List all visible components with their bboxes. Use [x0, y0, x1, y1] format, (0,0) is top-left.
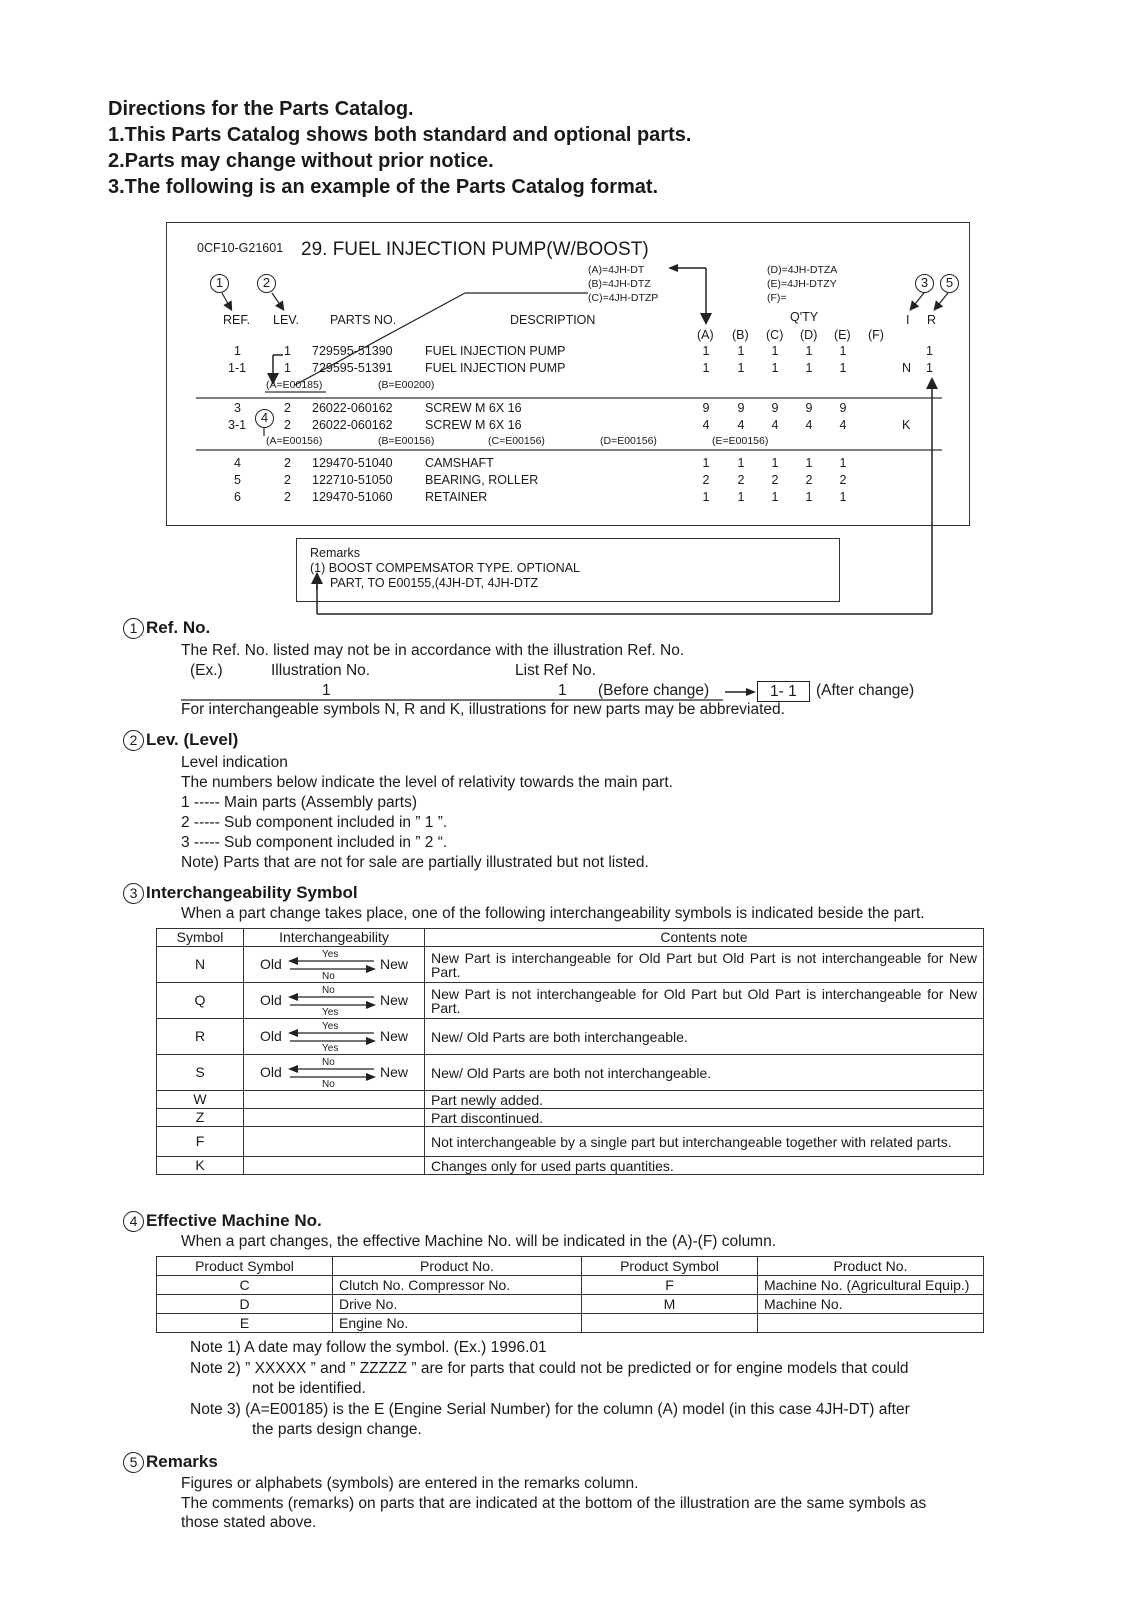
- row-qty: 1: [839, 456, 847, 470]
- row-qty: 4: [771, 418, 779, 432]
- serial-d-2: (D=E00156): [600, 435, 657, 447]
- intro-item-3: 3.The following is an example of the Parts Catalog format.: [108, 176, 659, 198]
- sec4-note: Note 2) ” XXXXX ” and ” ZZZZZ ” are for parts that could not be predicted or for engine models that could: [190, 1359, 909, 1377]
- row-parts-no: 26022-060162: [312, 418, 393, 432]
- ps-cell: F: [582, 1276, 758, 1295]
- sec2-num: 2: [123, 730, 144, 751]
- symbol-cell: N: [157, 947, 244, 983]
- arrow-bottom-label: No: [322, 970, 335, 982]
- qty-col-c: (C): [766, 328, 784, 342]
- old-label: Old: [260, 1027, 282, 1044]
- row-qty: 9: [737, 401, 745, 415]
- sec1-val2: 1: [558, 682, 567, 699]
- row-ref: 3-1: [228, 418, 247, 432]
- sec2-lines: [181, 753, 673, 873]
- row-qty: 9: [805, 401, 813, 415]
- row-qty: 1: [737, 361, 745, 375]
- intro-item-1: 1.This Parts Catalog shows both standard and optional parts.: [108, 124, 692, 146]
- row-parts-no: 122710-51050: [312, 473, 393, 487]
- contents-note-cell: Part newly added.: [425, 1091, 984, 1109]
- row-description: FUEL INJECTION PUMP: [425, 344, 566, 358]
- serial-b-1: (B=E00200): [378, 379, 435, 391]
- catalog-title: 29. FUEL INJECTION PUMP(W/BOOST): [301, 239, 649, 260]
- sec2-line: Note) Parts that are not for sale are partially illustrated but not listed.: [181, 854, 649, 871]
- row-description: BEARING, ROLLER: [425, 473, 539, 487]
- marker-2: 2: [257, 274, 276, 293]
- interchangeability-cell: [244, 947, 425, 983]
- row-description: FUEL INJECTION PUMP: [425, 361, 566, 375]
- interchangeability-row: [157, 1157, 984, 1175]
- row-description: CAMSHAFT: [425, 456, 494, 470]
- row-r: 1: [926, 361, 933, 375]
- ps-cell: M: [582, 1295, 758, 1314]
- qty-col-d: (D): [800, 328, 818, 342]
- sec1-line1: The Ref. No. listed may not be in accordance with the illustration Ref. No.: [181, 642, 685, 659]
- row-lev: 2: [284, 418, 291, 432]
- sec1-before: (Before change): [598, 682, 710, 699]
- interchangeability-row: [157, 983, 984, 1019]
- row-i: N: [902, 361, 912, 375]
- contents-note-cell: New Part is interchangeable for Old Part but Old Part is not interchangeable for New Part.: [425, 947, 984, 983]
- symbol-cell: R: [157, 1019, 244, 1055]
- marker-3: 3: [915, 274, 934, 293]
- interchange-arrows-icon: [288, 1028, 376, 1046]
- sec4-note: Note 3) (A=E00185) is the E (Engine Serial Number) for the column (A) model (in this case 4JH-DT) after: [190, 1400, 910, 1418]
- sec1-boxed: 1- 1: [757, 681, 810, 702]
- sec3-line1: When a part change takes place, one of the following interchangeability symbols is indicated beside the part.: [181, 905, 925, 922]
- row-qty: 2: [771, 473, 779, 487]
- marker-4: 4: [255, 409, 274, 428]
- row-qty: 1: [702, 344, 710, 358]
- model-c: (C)=4JH-DTZP: [588, 292, 659, 304]
- serial-a-2: (A=E00156): [266, 435, 323, 447]
- interchangeability-cell: [244, 1157, 425, 1175]
- ps-header-3: Product Symbol: [582, 1257, 758, 1276]
- sec1-underline-arrow: [0, 640, 1131, 710]
- sec4-notes: [190, 1338, 910, 1441]
- row-qty: 9: [771, 401, 779, 415]
- sec3-num: 3: [123, 883, 144, 904]
- old-label: Old: [260, 1063, 282, 1080]
- ps-cell: E: [157, 1314, 333, 1333]
- interchangeability-row: [157, 1091, 984, 1109]
- marker-1: 1: [210, 274, 229, 293]
- row-qty: 2: [702, 473, 710, 487]
- sec3-title: Interchangeability Symbol: [146, 883, 358, 902]
- row-description: RETAINER: [425, 490, 488, 504]
- ps-cell: Drive No.: [333, 1295, 582, 1314]
- sec1-val1: 1: [322, 682, 331, 699]
- ps-cell: [582, 1314, 758, 1333]
- symbol-cell: W: [157, 1091, 244, 1109]
- row-qty: 1: [737, 456, 745, 470]
- sec1-line-last: For interchangeable symbols N, R and K, illustrations for new parts may be abbreviated.: [181, 701, 785, 718]
- new-label: New: [380, 1027, 409, 1044]
- qty-col-a: (A): [697, 328, 714, 342]
- sec4-note: not be identified.: [252, 1380, 366, 1397]
- row-qty: 1: [805, 490, 813, 504]
- interchange-arrows-icon: [288, 992, 376, 1010]
- old-label: Old: [260, 955, 282, 972]
- row-parts-no: 129470-51040: [312, 456, 393, 470]
- header-lev: LEV.: [273, 313, 299, 327]
- row-qty: 9: [839, 401, 847, 415]
- row-lev: 2: [284, 401, 291, 415]
- ps-header-1: Product Symbol: [157, 1257, 333, 1276]
- interchangeability-cell: [244, 1127, 425, 1157]
- row-parts-no: 26022-060162: [312, 401, 393, 415]
- product-symbol-table: [156, 1256, 984, 1333]
- row-qty: 1: [805, 361, 813, 375]
- row-ref: 1-1: [228, 361, 247, 375]
- header-r: R: [927, 313, 937, 327]
- row-qty: 1: [805, 344, 813, 358]
- row-ref: 6: [234, 490, 241, 504]
- row-qty: 1: [771, 456, 779, 470]
- sec4-note: Note 1) A date may follow the symbol. (Ex.) 1996.01: [190, 1339, 547, 1356]
- header-ref: REF.: [223, 313, 251, 327]
- qty-col-b: (B): [732, 328, 749, 342]
- qty-col-e: (E): [834, 328, 851, 342]
- ps-cell: Clutch No. Compressor No.: [333, 1276, 582, 1295]
- interchange-arrows-icon: [288, 1064, 376, 1082]
- header-description: DESCRIPTION: [510, 313, 596, 327]
- sec2-line: Level indication: [181, 754, 288, 771]
- row-description: SCREW M 6X 16: [425, 401, 522, 415]
- row-qty: 1: [771, 490, 779, 504]
- row-description: SCREW M 6X 16: [425, 418, 522, 432]
- row-qty: 2: [805, 473, 813, 487]
- sec2-line: The numbers below indicate the level of relativity towards the main part.: [181, 774, 673, 791]
- ps-cell: Machine No.: [758, 1295, 984, 1314]
- header-i: I: [906, 313, 910, 327]
- row-lev: 2: [284, 490, 291, 504]
- ps-header-4: Product No.: [758, 1257, 984, 1276]
- interchangeability-cell: [244, 1019, 425, 1055]
- sec2-line: 3 ----- Sub component included in ” 2 “.: [181, 834, 448, 851]
- sec1-listref: List Ref No.: [515, 662, 596, 679]
- model-f: (F)=: [767, 292, 787, 304]
- row-qty: 4: [839, 418, 847, 432]
- sec5-line: The comments (remarks) on parts that are indicated at the bottom of the illustration are the same symbols as: [181, 1494, 927, 1512]
- row-qty: 1: [702, 490, 710, 504]
- contents-note-cell: New/ Old Parts are both interchangeable.: [425, 1019, 984, 1055]
- arrow-bottom-label: No: [322, 1078, 335, 1090]
- row-qty: 1: [771, 361, 779, 375]
- col-interchangeability: Interchangeability: [244, 929, 425, 947]
- arrow-top-label: Yes: [322, 948, 339, 960]
- row-ref: 3: [234, 401, 241, 415]
- row-parts-no: 729595-51391: [312, 361, 393, 375]
- symbol-cell: K: [157, 1157, 244, 1175]
- sec4-num: 4: [123, 1211, 144, 1232]
- ps-header-2: Product No.: [333, 1257, 582, 1276]
- row-parts-no: 729595-51390: [312, 344, 393, 358]
- row-qty: 4: [805, 418, 813, 432]
- sec5-line: Figures or alphabets (symbols) are entered in the remarks column.: [181, 1475, 639, 1492]
- model-b: (B)=4JH-DTZ: [588, 278, 651, 290]
- symbol-cell: F: [157, 1127, 244, 1157]
- qty-col-f: (F): [868, 328, 884, 342]
- ps-cell: D: [157, 1295, 333, 1314]
- marker-5: 5: [940, 274, 959, 293]
- row-ref: 4: [234, 456, 241, 470]
- sec5-num: 5: [123, 1452, 144, 1473]
- interchangeability-cell: [244, 1055, 425, 1091]
- arrow-bottom-label: Yes: [322, 1042, 339, 1054]
- sec1-num: 1: [123, 618, 144, 639]
- arrow-bottom-label: Yes: [322, 1006, 339, 1018]
- sec4-title: Effective Machine No.: [146, 1211, 322, 1230]
- row-qty: 4: [737, 418, 745, 432]
- serial-e-2: (E=E00156): [712, 435, 769, 447]
- row-lev: 2: [284, 456, 291, 470]
- arrow-top-label: No: [322, 984, 335, 996]
- sec1-illus: Illustration No.: [271, 662, 371, 679]
- contents-note-cell: New/ Old Parts are both not interchangeable.: [425, 1055, 984, 1091]
- new-label: New: [380, 1063, 409, 1080]
- sec5-lines: [181, 1474, 926, 1533]
- contents-note-cell: New Part is not interchangeable for Old Part but Old Part is interchangeable for New Part.: [425, 983, 984, 1019]
- row-qty: 9: [702, 401, 710, 415]
- symbol-cell: S: [157, 1055, 244, 1091]
- model-d: (D)=4JH-DTZA: [767, 264, 838, 276]
- model-a: (A)=4JH-DT: [588, 264, 645, 276]
- models-left: [588, 263, 658, 305]
- interchangeability-cell: [244, 1109, 425, 1127]
- row-qty: 1: [839, 344, 847, 358]
- row-qty: 2: [737, 473, 745, 487]
- symbol-cell: Q: [157, 983, 244, 1019]
- intro-item-2: 2.Parts may change without prior notice.: [108, 150, 494, 172]
- sec2-line: 2 ----- Sub component included in ” 1 ”.: [181, 814, 448, 831]
- interchangeability-row: [157, 1127, 984, 1157]
- old-label: Old: [260, 991, 282, 1008]
- sec4-line1: When a part changes, the effective Machine No. will be indicated in the (A)-(F) column.: [181, 1233, 777, 1250]
- row-lev: 1: [284, 344, 291, 358]
- arrow-top-label: Yes: [322, 1020, 339, 1032]
- new-label: New: [380, 955, 409, 972]
- sec5-line: those stated above.: [181, 1514, 317, 1531]
- interchangeability-row: [157, 1019, 984, 1055]
- header-parts-no: PARTS NO.: [330, 313, 397, 327]
- row-qty: 1: [702, 361, 710, 375]
- interchangeability-row: [157, 1109, 984, 1127]
- sec1-after: (After change): [816, 682, 915, 699]
- ps-cell: C: [157, 1276, 333, 1295]
- row-qty: 1: [805, 456, 813, 470]
- arrow-top-label: No: [322, 1056, 335, 1068]
- interchangeability-cell: [244, 983, 425, 1019]
- sec2-line: 1 ----- Main parts (Assembly parts): [181, 794, 417, 811]
- row-qty: 1: [702, 456, 710, 470]
- interchangeability-cell: [244, 1091, 425, 1109]
- serial-b-2: (B=E00156): [378, 435, 435, 447]
- row-qty: 2: [839, 473, 847, 487]
- contents-note-cell: Part discontinued.: [425, 1109, 984, 1127]
- sec1-title: Ref. No.: [146, 618, 211, 637]
- serial-a-1: (A=E00185): [266, 379, 323, 391]
- serial-c-2: (C=E00156): [488, 435, 545, 447]
- row-parts-no: 129470-51060: [312, 490, 393, 504]
- header-qty: Q'TY: [790, 310, 819, 324]
- catalog-code: 0CF10-G21601: [197, 241, 284, 255]
- col-contents-note: Contents note: [425, 929, 984, 947]
- remarks-line-2: PART, TO E00155,(4JH-DT, 4JH-DTZ: [330, 576, 539, 590]
- row-i: K: [902, 418, 911, 432]
- row-qty: 1: [737, 490, 745, 504]
- row-qty: 1: [737, 344, 745, 358]
- row-ref: 1: [234, 344, 241, 358]
- row-qty: 4: [702, 418, 710, 432]
- contents-note-cell: Changes only for used parts quantities.: [425, 1157, 984, 1175]
- model-e: (E)=4JH-DTZY: [767, 278, 837, 290]
- row-lev: 2: [284, 473, 291, 487]
- row-r: 1: [926, 344, 933, 358]
- symbol-cell: Z: [157, 1109, 244, 1127]
- row-lev: 1: [284, 361, 291, 375]
- row-qty: 1: [839, 490, 847, 504]
- ps-cell: Machine No. (Agricultural Equip.): [758, 1276, 984, 1295]
- sec5-title: Remarks: [146, 1452, 218, 1471]
- remarks-title: Remarks: [310, 546, 361, 560]
- new-label: New: [380, 991, 409, 1008]
- row-ref: 5: [234, 473, 241, 487]
- interchangeability-table: [156, 928, 984, 1175]
- remarks-line-1: (1) BOOST COMPEMSATOR TYPE. OPTIONAL: [310, 561, 580, 575]
- intro-heading: Directions for the Parts Catalog.: [108, 98, 414, 120]
- interchangeability-row: [157, 1055, 984, 1091]
- sec2-title: Lev. (Level): [146, 730, 239, 749]
- sec1-ex: (Ex.): [190, 662, 223, 679]
- models-right: [767, 263, 837, 305]
- ps-cell: [758, 1314, 984, 1333]
- contents-note-cell: Not interchangeable by a single part but interchangeable together with related parts.: [425, 1127, 984, 1157]
- interchangeability-row: [157, 947, 984, 983]
- ps-cell: Engine No.: [333, 1314, 582, 1333]
- col-symbol: Symbol: [157, 929, 244, 947]
- sec4-note: the parts design change.: [252, 1421, 422, 1438]
- row-qty: 1: [839, 361, 847, 375]
- interchange-arrows-icon: [288, 956, 376, 974]
- row-qty: 1: [771, 344, 779, 358]
